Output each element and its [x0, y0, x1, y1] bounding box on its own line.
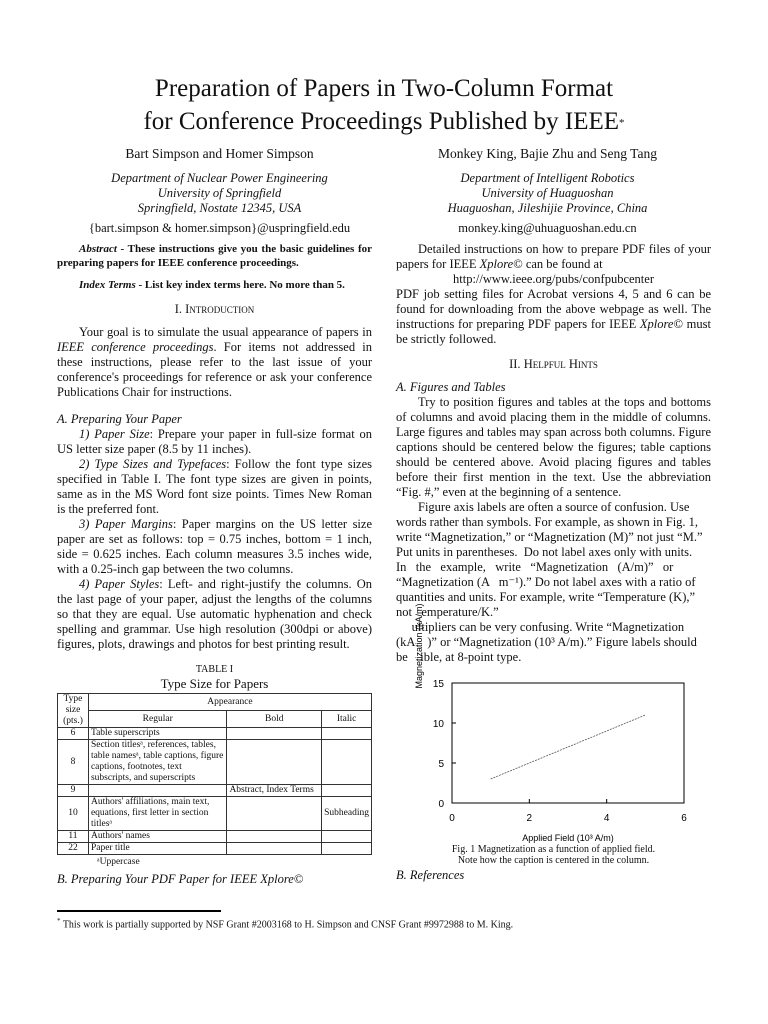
footnote-rule	[57, 910, 221, 912]
abstract-label: Abstract	[79, 243, 117, 255]
axis-line: quantities and units. For example, write “Temperature (K),”	[396, 590, 696, 604]
axis-line: Figure axis labels are often a source of confusion. Use	[418, 500, 690, 514]
paper-size-text: : Prepare your paper in full-size format on US letter size paper (8.5 by 11 inches).	[57, 427, 372, 456]
paper-margins-lead: 3) Paper Margins	[79, 517, 173, 531]
cell-regular: Paper title	[88, 843, 226, 855]
intro-p1-b: IEEE conference proceedings	[57, 340, 214, 354]
cell-italic: Subheading	[322, 797, 372, 831]
cell-size: 9	[58, 785, 89, 797]
cell-size: 6	[58, 728, 89, 740]
section-heading-helpful-hints	[396, 357, 711, 372]
cell-size: 8	[58, 740, 89, 785]
pdf-instructions-paragraph	[396, 242, 711, 272]
axis-line: ultipliers can be very confusing. Write “Magnetization	[396, 620, 685, 634]
right-p2-a: PDF job setting files for Acrobat versions 4, 5 and 6 can be found for downloading from the above webpage as well. The instructions for preparing PDF papers for IEEE	[396, 287, 711, 331]
table-1	[57, 664, 372, 867]
type-sizes-text: : Follow the font type sizes specified in Table I. The font type sizes are given in points, same as in the MS Word font size points. Times New Roman is the preferred font.	[57, 457, 373, 516]
header-regular: Regular	[88, 711, 226, 728]
title-line-2	[0, 105, 768, 138]
axis-line: be ible, at 8-point type.	[396, 650, 522, 664]
index-terms	[57, 278, 372, 292]
paper-styles-paragraph	[57, 577, 372, 652]
type-sizes-lead: 2) Type Sizes and Typefaces	[79, 457, 227, 471]
cell-regular	[88, 785, 226, 797]
table-label: TABLE I	[195, 664, 234, 675]
author-names-right: Monkey King, Bajie Zhu and Seng Tang	[438, 146, 657, 161]
affiliation-left-3: Springfield, Nostate 12345, USA	[137, 201, 302, 215]
header-appearance: Appearance	[88, 694, 371, 711]
series-line	[491, 715, 646, 779]
type-size-table	[57, 693, 372, 855]
index-terms-text: - List key index terms here. No more than 5.	[135, 279, 345, 291]
axis-line: words rather than symbols. For example, as shown in Fig. 1,	[396, 515, 699, 529]
author-block-left	[57, 146, 382, 236]
paper-title	[0, 72, 768, 138]
header-italic: Italic	[322, 711, 372, 728]
y-tick-label: 15	[432, 679, 444, 690]
paper-styles-text: : Left- and right-justify the columns. On the last page of your paper, adjust the lengths of the columns so that they are equal. Use automatic hyphenation and check spelling and grammar. Use high resolution (300dpi or above) figures, plots, drawings and photos for best printing result.	[57, 577, 372, 651]
table-row	[58, 831, 372, 843]
subsection-preparing-paper: A. Preparing Your Paper	[57, 412, 182, 426]
cell-regular: Authors' names	[88, 831, 226, 843]
subsection-references: B. References	[396, 868, 465, 882]
header-type-size: Type size (pts.)	[58, 694, 89, 728]
cell-bold: Abstract, Index Terms	[227, 785, 322, 797]
intro-paragraph	[57, 325, 372, 400]
title-footnote-mark: *	[619, 117, 625, 129]
y-axis-label: Magnetization (kA/m)	[414, 603, 424, 689]
intro-heading-num: I.	[174, 302, 182, 316]
title-line-1: Preparation of Papers in Two-Column Format	[154, 75, 614, 102]
cell-bold	[227, 831, 322, 843]
left-column	[57, 242, 372, 652]
author-names-left: Bart Simpson and Homer Simpson	[125, 146, 314, 161]
cell-italic	[322, 740, 372, 785]
figure-caption-line-1: Fig. 1 Magnetization as a function of applied field.	[451, 844, 656, 855]
right-p1-b: Xplore	[479, 257, 514, 271]
abstract	[57, 242, 372, 270]
x-tick-label: 0	[449, 813, 455, 824]
figure-1-caption	[396, 844, 711, 866]
type-sizes-paragraph	[57, 457, 372, 517]
intro-p1-a: Your goal is to simulate the usual appearance of papers in	[79, 325, 372, 339]
table-row	[58, 728, 372, 740]
x-tick-label: 6	[681, 813, 687, 824]
author-block-right	[385, 146, 710, 236]
right-p1-a: Detailed instructions on how to prepare PDF files of your papers for IEEE	[396, 242, 711, 271]
title-line-2-text: for Conference Proceedings Published by IEEE	[143, 108, 620, 135]
abstract-text: - These instructions give you the basic guidelines for preparing papers for IEEE conference proceedings.	[57, 243, 372, 269]
affiliation-right-1: Department of Intelligent Robotics	[460, 171, 635, 185]
cell-regular: Table superscripts	[88, 728, 226, 740]
footnote-text: This work is partially supported by NSF Grant #2003168 to H. Simpson and CNSF Grant #9972988 to M. King.	[62, 919, 514, 931]
subsection-pdf-paper: B. Preparing Your PDF Paper for IEEE Xplore©	[57, 872, 304, 886]
cell-italic	[322, 843, 372, 855]
y-tick-label: 10	[432, 719, 444, 730]
y-tick-label: 0	[438, 799, 444, 810]
paper-styles-lead: 4) Paper Styles	[79, 577, 160, 591]
table-row	[58, 843, 372, 855]
paper-size-paragraph	[57, 427, 372, 457]
ieee-url: http://www.ieee.org/pubs/confpubcenter	[453, 272, 654, 286]
email-left: {bart.simpson & homer.simpson}@uspringfield.edu	[88, 221, 351, 235]
email-right: monkey.king@uhuaguoshan.edu.cn	[458, 221, 637, 235]
sec2-num: II.	[509, 357, 521, 371]
figures-tables-paragraph: Try to position figures and tables at the tops and bottoms of columns and avoid placing them in the middle of columns. Large figures and tables may span across both columns. Figure captions should be centered below the figures; table captions should be centered above. Avoid placing figures and tables before their first mention in the text. Use the abbreviation “Fig. #,” even at the beginning of a sentence.	[396, 395, 711, 499]
figure-1-chart	[396, 588, 711, 858]
axis-line: not emperature/K.”	[396, 605, 499, 619]
right-p1-c: © can be found at	[513, 257, 603, 271]
cell-size: 11	[58, 831, 89, 843]
table-row	[58, 797, 372, 831]
subsection-figures-tables: A. Figures and Tables	[396, 380, 506, 394]
right-p2-b: Xplore	[639, 317, 674, 331]
cell-bold	[227, 797, 322, 831]
cell-bold	[227, 740, 322, 785]
index-terms-label: Index Terms	[79, 279, 136, 291]
cell-size: 22	[58, 843, 89, 855]
intro-p1-c: . For items not addressed in these instructions, please refer to the last issue of your conference's proceedings for reference or ask your conference Publications Chair for instructions.	[57, 340, 372, 399]
figure-caption-line-2: Note how the caption is centered in the column.	[457, 855, 650, 866]
intro-heading-text: Introduction	[185, 302, 255, 316]
cell-bold	[227, 843, 322, 855]
affiliation-left-2: University of Springfield	[157, 186, 282, 200]
cell-size: 10	[58, 797, 89, 831]
cell-italic	[322, 728, 372, 740]
footnote-mark: *	[57, 917, 61, 925]
table-header-row	[58, 694, 372, 711]
axis-line: In the example, write “Magnetization (A/m)” or	[396, 560, 674, 574]
cell-italic	[322, 831, 372, 843]
plot-frame	[452, 683, 684, 803]
affiliation-right-2: University of Huaguoshan	[481, 186, 614, 200]
table-row	[58, 740, 372, 785]
axis-line: write “Magnetization,” or “Magnetization (M)” not just “M.”	[396, 530, 703, 544]
y-tick-label: 5	[438, 759, 444, 770]
footnote	[57, 917, 513, 930]
cell-regular: Authors' affiliations, main text, equations, first letter in section titlesᵃ	[88, 797, 226, 831]
header-bold: Bold	[227, 711, 322, 728]
sec2-text: Helpful Hints	[523, 357, 598, 371]
paper-size-lead: 1) Paper Size	[79, 427, 150, 441]
table-footnote: ᵃUppercase	[97, 857, 140, 867]
x-tick-label: 2	[526, 813, 533, 824]
section-heading-introduction	[57, 302, 372, 317]
x-axis-label: Applied Field (10³ A/m)	[522, 833, 614, 843]
affiliation-right-3: Huaguoshan, Jileshijie Province, China	[447, 201, 648, 215]
table-subheader-row	[58, 711, 372, 728]
axis-line: “Magnetization (A m⁻¹).” Do not label axes with a ratio of	[396, 575, 696, 589]
right-p2-c: © must be strictly followed.	[396, 317, 711, 346]
paper-margins-paragraph	[57, 517, 372, 577]
pdf-job-paragraph	[396, 287, 711, 347]
affiliation-left-1: Department of Nuclear Power Engineering	[111, 171, 328, 185]
table-row	[58, 785, 372, 797]
cell-bold	[227, 728, 322, 740]
cell-regular: Section titlesᵃ, references, tables, table namesᵃ, table captions, figure captions, footnotes, text subscripts, and superscripts	[88, 740, 226, 785]
axis-line: (kA )” or “Magnetization (10³ A/m).” Figure labels should	[396, 635, 697, 649]
table-caption: Type Size for Papers	[160, 676, 269, 691]
x-tick-label: 4	[603, 813, 610, 824]
paper-margins-text: : Paper margins on the US letter size paper are set as follows: top = 0.75 inches, bottom = 1 inch, side = 0.625 inches. Each column measures 3.5 inches wide, with a 0.25-inch gap between the two columns.	[57, 517, 372, 576]
axis-line: Put units in parentheses. Do not label axes only with units.	[396, 545, 693, 559]
cell-italic	[322, 785, 372, 797]
